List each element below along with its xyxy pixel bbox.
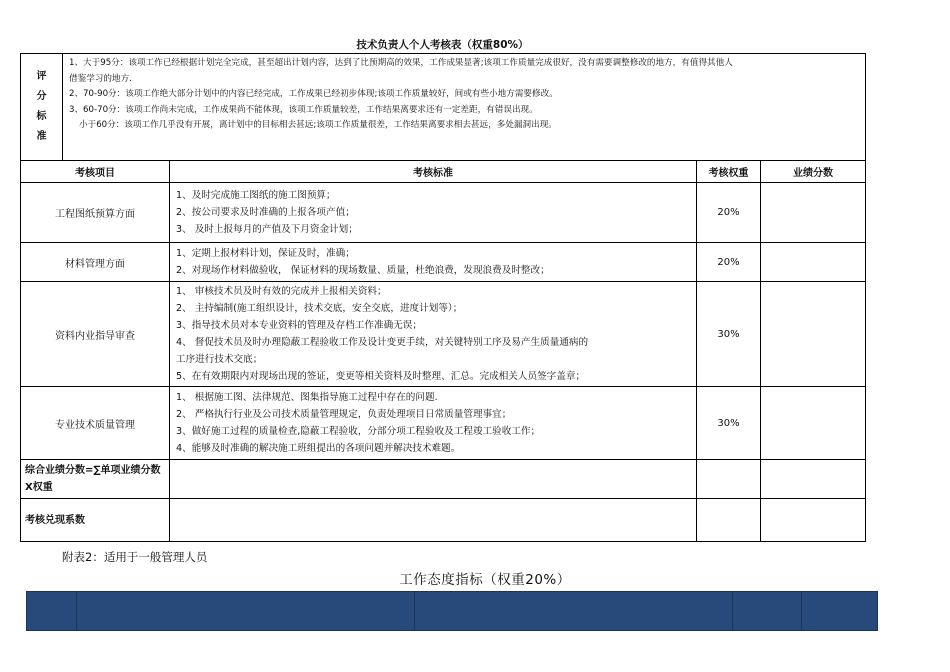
row-weight: 30% [697,387,761,460]
coefficient-score-cell[interactable] [761,499,866,542]
criteria-line: 1、及时完成施工图纸的施工图预算； [176,190,336,201]
coefficient-weight-cell[interactable] [697,499,761,542]
row-score-cell[interactable] [761,387,866,460]
scoring-line: 3、60-70分：该项工作尚未完成，工作成果尚不能体现，该项工作质量较差，工作结果离要求还有一定差距，有错误出现。 [69,104,538,115]
row-score-cell[interactable] [761,243,866,282]
row-criteria [170,282,697,387]
summary-criteria-cell[interactable] [170,460,697,499]
table-row [21,387,866,460]
attitude-table-header [26,591,878,631]
row-weight: 20% [697,183,761,243]
header-bar-cell [27,592,77,630]
appendix-note: 附表2：适用于一般管理人员 [62,550,208,564]
header-score: 业绩分数 [761,161,866,183]
scoring-label-char: 评 [36,71,47,82]
section-subtitle: 工作态度指标（权重20%） [399,572,571,588]
coefficient-criteria-cell[interactable] [170,499,697,542]
row-score-cell[interactable] [761,282,866,387]
scoring-row [21,54,866,161]
criteria-line: 1、 审核技术员及时有效的完成并上报相关资料； [176,286,387,297]
scoring-label-char: 标 [36,111,47,122]
header-item: 考核项目 [21,161,170,183]
summary-score-cell[interactable] [761,460,866,499]
header-bar-cell [802,592,877,630]
criteria-line: 3、指导技术员对本专业资料的管理及存档工作准确无误； [176,320,422,331]
coefficient-label: 考核兑现系数 [21,499,170,542]
row-criteria [170,243,697,282]
criteria-line: 4、能够及时准确的解决施工班组提出的各项问题并解决技术难题。 [176,443,461,454]
coefficient-row [21,499,866,542]
scoring-line: 小于60分：该项工作几乎没有开展，离计划中的目标相去甚远;该项工作质量很差，工作结果离要求相去甚远，多处漏洞出现。 [79,120,557,130]
row-score-cell[interactable] [761,183,866,243]
scoring-line: 借鉴学习的地方. [69,73,132,84]
criteria-line: 3、 及时上报每月的产值及下月资金计划； [176,224,358,235]
scoring-line: 1、大于95分：该项工作已经根据计划完全完成，甚至超出计划内容，达到了比预期高的效果，工作成果显著;该项工作质量完成很好，没有需要调整修改的地方，有值得其他人 [69,58,733,68]
header-bar-cell [415,592,733,630]
row-criteria [170,387,697,460]
criteria-line: 工序进行技术交底； [176,354,263,365]
criteria-line: 4、 督促技术员及时办理隐蔽工程验收工作及设计变更手续，对关键特别工序及易产生质量通病的 [176,337,589,348]
criteria-line: 3、做好施工过程的质量检查,隐蔽工程验收，分部分项工程验收及工程竣工验收工作； [176,426,541,437]
table-row [21,282,866,387]
table-row [21,183,866,243]
header-weight: 考核权重 [697,161,761,183]
row-item-name: 专业技术质量管理 [21,387,170,460]
table-row [21,243,866,282]
criteria-line: 2、对现场作材料做验收， 保证材料的现场数量、质量，杜绝浪费，发现浪费及时整改； [176,265,550,276]
criteria-line: 2、 严格执行行业及公司技术质量管理规定，负责处理项目日常质量管理事宜； [176,409,512,420]
row-weight: 20% [697,243,761,282]
page-title: 技术负责人个人考核表（权重80%） [356,39,529,51]
header-bar-cell [733,592,802,630]
summary-label: 综合业绩分数=∑单项业绩分数Ⅹ权重 [21,460,170,499]
scoring-criteria [63,54,866,161]
criteria-line: 2、按公司要求及时准确的上报各项产值； [176,207,355,218]
scoring-label-char: 分 [36,91,47,102]
criteria-line: 2、 主持编制(施工组织设计，技术交底，安全交底，进度计划等）； [176,303,463,314]
header-row [21,161,866,183]
header-criteria: 考核标准 [170,161,697,183]
scoring-label-char: 准 [36,131,47,142]
row-item-name: 资料内业指导审查 [21,282,170,387]
summary-row [21,460,866,499]
row-weight: 30% [697,282,761,387]
summary-weight-cell[interactable] [697,460,761,499]
row-criteria [170,183,697,243]
criteria-line: 1、 根据施工图、法律规范、图集指导施工过程中存在的问题. [176,392,438,403]
row-item-name: 材料管理方面 [21,243,170,282]
scoring-label [21,54,63,161]
row-item-name: 工程图纸预算方面 [21,183,170,243]
assessment-table [20,53,866,542]
criteria-line: 5、在有效期限内对现场出现的签证，变更等相关资料及时整理、汇总。完成相关人员签字盖章； [176,371,586,382]
scoring-line: 2、70-90分：该项工作绝大部分计划中的内容已经完成，工作成果已经初步体现;该项工作质量较好，间或有些小地方需要修改。 [69,89,558,99]
criteria-line: 1、定期上报材料计划，保证及时，准确； [176,248,355,259]
header-bar-cell [77,592,415,630]
